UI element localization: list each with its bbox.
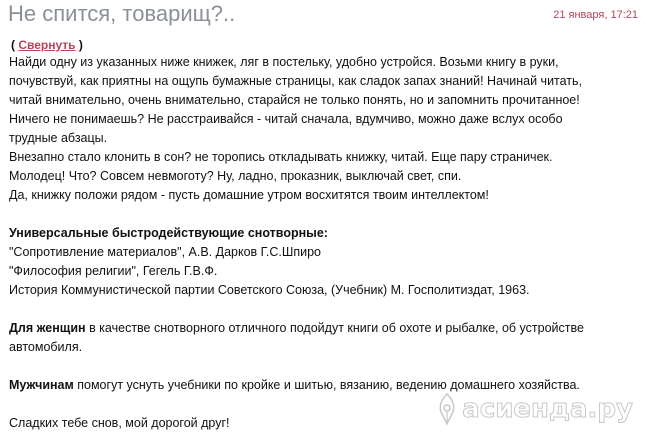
paragraph-gap <box>9 300 641 319</box>
collapse-row <box>11 37 83 53</box>
body-line: Да, книжку положи рядом - пусть домашние утром восхитятся твоим интеллектом! <box>9 188 489 202</box>
body-line: трудные абзацы. <box>9 131 108 145</box>
men-text: помогут уснуть учебники по кройке и шитью, вязанию, ведению домашнего хозяйства. <box>73 378 580 392</box>
body-line: Молодец! Что? Совсем невмоготу? Ну, ладно, проказник, выключай свет, спи. <box>9 169 462 183</box>
body-line: почувствуй, как приятны на ощупь бумажные страницы, как сладок запах знаний! Начинай читать, <box>9 74 583 88</box>
universal-heading <box>9 224 641 243</box>
watermark-text: асиенда.ру <box>462 394 633 424</box>
paragraph-gap <box>9 205 641 224</box>
body-line: Внезапно стало клонить в сон? не торопись откладывать книжку, читай. Еще пару страничек. <box>9 150 553 164</box>
body-line: Ничего не понимаешь? Не расстраивайся - читай сначала, вдумчиво, можно даже вслух особо <box>9 112 563 126</box>
collapse-close-paren: ) <box>78 38 83 52</box>
body-line: Найди одну из указанных ниже книжек, ляг в постельку, удобно устройся. Возьми книгу в руки, <box>9 55 559 69</box>
paragraph-gap <box>9 357 641 376</box>
body-line: читай внимательно, очень внимательно, старайся не только понять, но и запомнить прочитанное! <box>9 93 580 107</box>
collapse-open-paren: ( <box>11 38 15 52</box>
closing-line: Сладких тебе снов, мой дорогой друг! <box>9 416 230 430</box>
pen-nib-icon <box>434 392 460 426</box>
book-item: История Коммунистической партии Советского Союза, (Учебник) М. Госполитиздат, 1963. <box>9 283 530 297</box>
post-title: Не спится, товарищ?.. <box>8 1 236 26</box>
women-label: Для женщин <box>9 321 86 335</box>
site-watermark <box>434 392 633 426</box>
book-item: "Сопротивление материалов", А.В. Дарков Г.С.Шпиро <box>9 245 321 259</box>
men-label: Мужчинам <box>9 378 74 392</box>
collapse-link[interactable]: Свернуть <box>18 38 76 52</box>
women-paragraph-cont: автомобиля. <box>9 340 83 354</box>
post-body <box>9 53 641 433</box>
women-paragraph <box>9 319 641 338</box>
book-item: "Философия религии", Гегель Г.В.Ф. <box>9 264 218 278</box>
post-date: 21 января, 17:21 <box>553 9 638 21</box>
universal-heading-text: Универсальные быстродействующие снотворные: <box>9 226 328 240</box>
women-text: в качестве снотворного отличного подойдут книги об охоте и рыбалке, об устройстве <box>85 321 584 335</box>
